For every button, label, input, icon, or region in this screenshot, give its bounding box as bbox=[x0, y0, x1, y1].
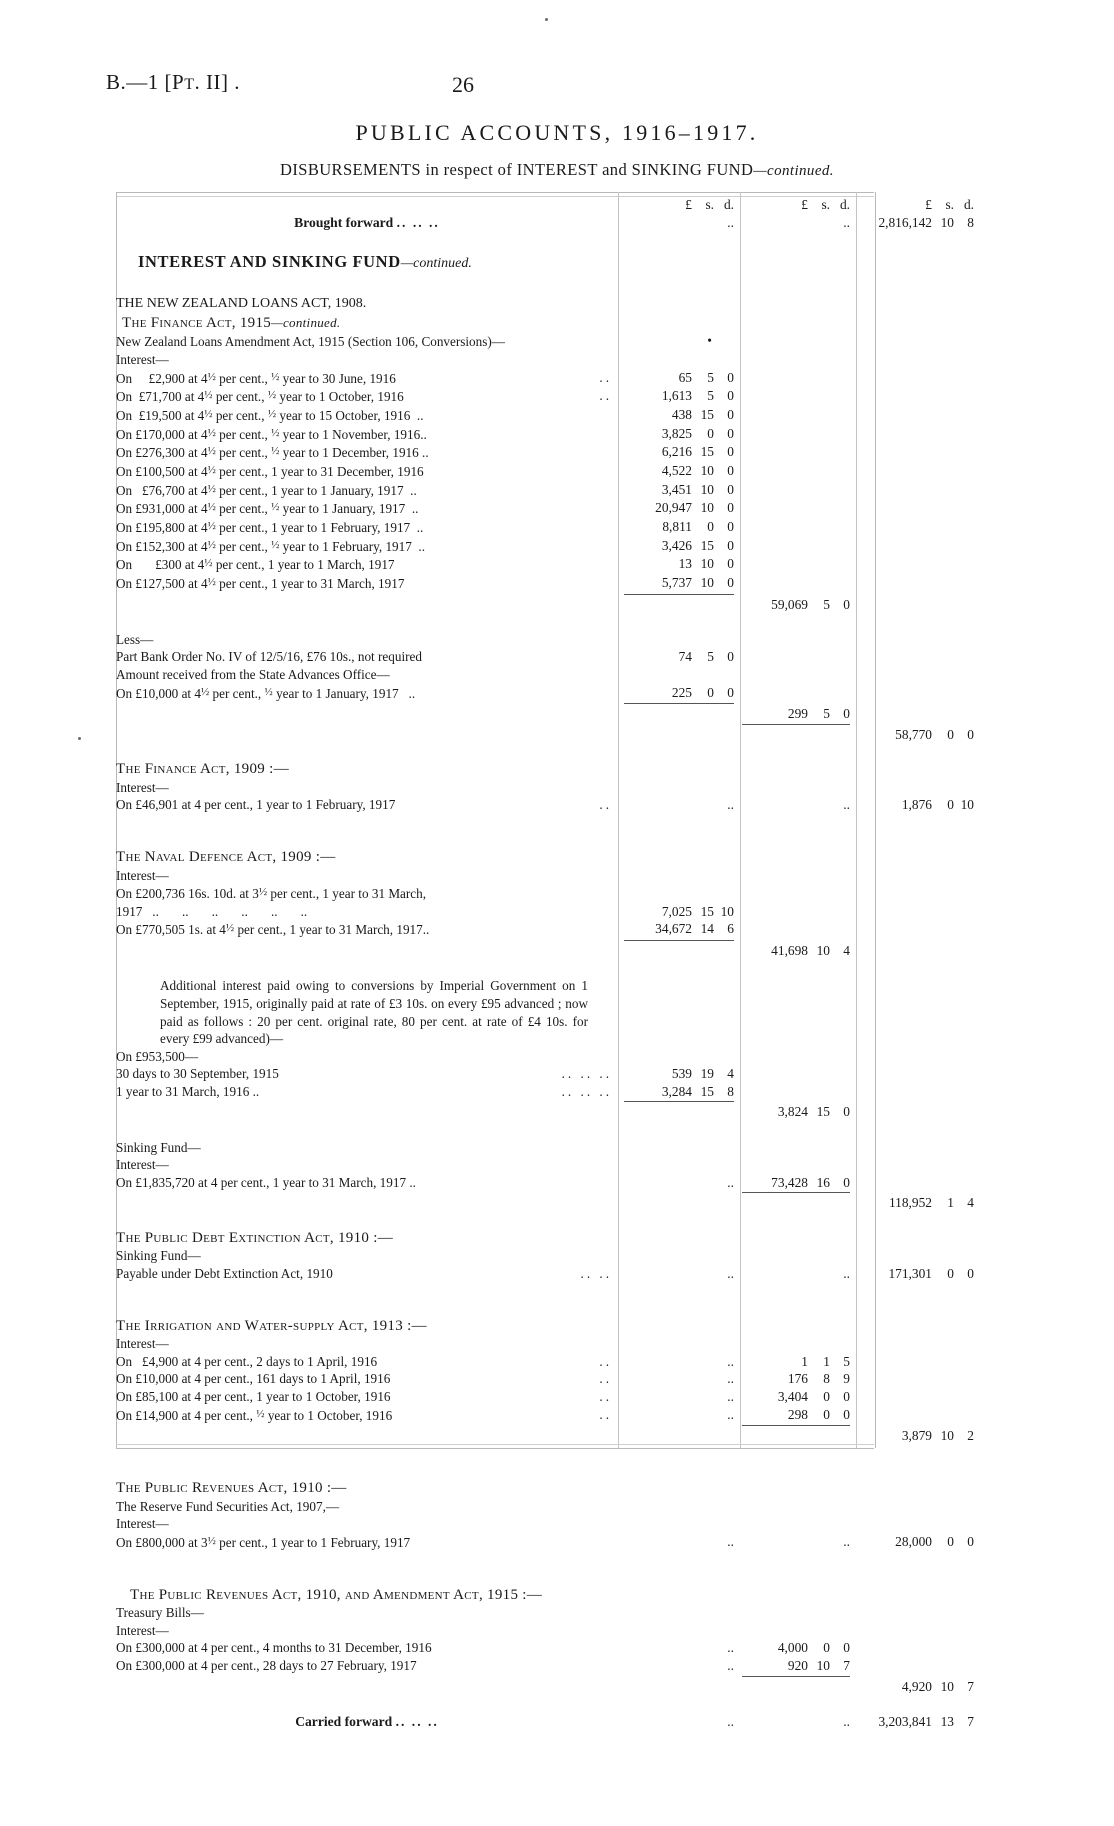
less-s: 0 bbox=[707, 684, 714, 700]
act-total-value-4 bbox=[850, 1265, 974, 1283]
act-subline-row-6 bbox=[116, 1498, 974, 1516]
sinking-s: 16 bbox=[816, 1174, 830, 1190]
item-text: 1917 .. .. .. .. .. .. bbox=[116, 903, 308, 919]
carried-forward-row bbox=[116, 1713, 974, 1731]
less-label-row bbox=[116, 631, 974, 649]
item-value-a: 3,825 0 0 bbox=[661, 425, 734, 441]
less-item-value bbox=[618, 684, 734, 703]
doc-identifier-smallcap: T bbox=[184, 76, 195, 93]
act-total-5-shillings: 10 bbox=[940, 1428, 954, 1444]
cf-pence: 7 bbox=[967, 1713, 974, 1729]
item-row bbox=[116, 537, 974, 556]
less-d: 0 bbox=[727, 649, 734, 665]
act-heading-6: The Public Revenues Act, 1910 :— bbox=[116, 1480, 347, 1497]
item-value-a: .. bbox=[727, 1658, 734, 1674]
bf-shillings: 10 bbox=[940, 214, 954, 230]
subtotal-value-1 bbox=[734, 593, 850, 614]
item-p: 920 bbox=[787, 1658, 808, 1674]
item-value-a: .. bbox=[727, 1353, 734, 1369]
carried-forward-leaders: .. .. .. bbox=[395, 1713, 439, 1729]
less-total-value bbox=[734, 702, 850, 723]
note-item-row bbox=[116, 1065, 974, 1083]
item-value-a: 7,025 15 10 bbox=[661, 903, 734, 919]
note-item-label: 30 days to 30 September, 1915 bbox=[116, 1066, 279, 1082]
less-item-value bbox=[618, 648, 734, 666]
accounts-table bbox=[116, 196, 974, 1730]
item-row bbox=[116, 574, 974, 593]
act-total-7-shillings: 10 bbox=[940, 1678, 954, 1694]
section-title-text: INTEREST AND SINKING FUND bbox=[138, 251, 401, 271]
carried-forward-value-b: .. bbox=[843, 1713, 850, 1729]
act-total-2-pounds: 1,876 bbox=[901, 797, 932, 813]
item-value-b: 1 1 5 bbox=[801, 1353, 850, 1369]
doc-identifier-text: B.—1 [P bbox=[106, 70, 185, 94]
item-text: On £800,000 at $3^{\frac{1}{2}}$ per cent., 1 year to 1 February, 1917 bbox=[116, 1534, 411, 1550]
act-heading-row-5 bbox=[116, 1318, 974, 1336]
brought-forward-value-b: .. bbox=[843, 214, 850, 230]
note-s: 15 bbox=[700, 1083, 714, 1099]
item-row bbox=[116, 1657, 974, 1675]
act-total-value-5 bbox=[850, 1424, 974, 1445]
interest-group-label-1 bbox=[116, 351, 974, 369]
doc-identifier-rest: . II] . bbox=[194, 70, 240, 94]
item-text: On £10,000 at 4 per cent., 161 days to 1 April, 1916 .. bbox=[116, 1371, 612, 1387]
item-value-b: 298 0 0 bbox=[787, 1406, 850, 1422]
act-heading-row-2 bbox=[116, 761, 974, 779]
less-item-row bbox=[116, 648, 974, 666]
section-title bbox=[116, 249, 618, 277]
item-s: 10 bbox=[816, 1658, 830, 1674]
col-head-c bbox=[850, 196, 974, 214]
act-total-6-shillings: 0 bbox=[947, 1533, 954, 1549]
act-subheading-row-1 bbox=[116, 313, 974, 333]
item-s: 0 bbox=[823, 1640, 830, 1656]
act-heading-4: The Public Debt Extinction Act, 1910 :— bbox=[116, 1229, 393, 1246]
item-value-b: 3,404 0 0 bbox=[777, 1388, 850, 1404]
carried-forward-text: Carried forward bbox=[295, 1713, 393, 1729]
carried-forward-value-c bbox=[850, 1713, 974, 1731]
act-intro-1: New Zealand Loans Amendment Act, 1915 (Section 106, Conversions)— bbox=[116, 334, 505, 350]
item-row bbox=[116, 796, 974, 814]
item-row bbox=[116, 499, 974, 518]
shillings-symbol-c: s. bbox=[945, 197, 954, 212]
sinking-d: 0 bbox=[843, 1174, 850, 1190]
pounds-symbol-b: £ bbox=[801, 197, 808, 212]
subtotal-value-3 bbox=[734, 939, 850, 960]
table-column-headers bbox=[116, 196, 974, 214]
sinking-item-value-b bbox=[734, 1174, 850, 1192]
act-total-rule-7 bbox=[734, 1675, 850, 1696]
note-sub-row bbox=[116, 1048, 974, 1066]
note-paragraph-row bbox=[116, 977, 974, 1047]
item-text: On £100,500 at $4^{\frac{1}{2}}$ per cent., 1 year to 31 December, 1916 bbox=[116, 463, 424, 479]
sinking-item-row bbox=[116, 1174, 974, 1192]
pounds-symbol-a: £ bbox=[685, 197, 692, 212]
less-label: Less— bbox=[116, 631, 154, 647]
act-total-rule-1 bbox=[734, 723, 850, 744]
note-paragraph: Additional interest paid owing to conversions by Imperial Government on 1 September, 1915, originally paid at rate of £3 10s. on every £95 advanced ; now paid as follows : 20 per cent. original rate, 80 per cent. at rate of £4 10s. for every £99 advanced)— bbox=[160, 978, 588, 1047]
act-total-rule-5 bbox=[734, 1424, 850, 1445]
less-item-row bbox=[116, 684, 974, 703]
less-item-row bbox=[116, 666, 974, 684]
brought-forward-row bbox=[116, 214, 974, 232]
item-value-a: 3,426 15 0 bbox=[661, 537, 734, 553]
act-heading-row-4 bbox=[116, 1230, 974, 1248]
item-value-a: 65 5 0 bbox=[678, 369, 734, 385]
item-row bbox=[116, 555, 974, 574]
page-number: 26 bbox=[452, 72, 474, 97]
item-p: 4,000 bbox=[777, 1640, 808, 1656]
item-text: On £200,736 16s. 10d. at $3^{\frac{1}{2}}$ per cent., 1 year to 31 March, bbox=[116, 886, 427, 902]
note-p: 3,284 bbox=[661, 1083, 692, 1099]
note-item-label: 1 year to 31 March, 1916 .. bbox=[116, 1083, 260, 1099]
note-total-rule bbox=[618, 1100, 734, 1121]
item-row bbox=[116, 920, 974, 939]
note-sub: On £953,500— bbox=[116, 1048, 199, 1064]
brought-forward-text: Brought forward bbox=[294, 214, 394, 230]
sinking-fund-label-row bbox=[116, 1139, 974, 1157]
item-value-b: 176 8 9 bbox=[787, 1371, 850, 1387]
shillings-symbol-a: s. bbox=[705, 197, 714, 212]
item-row bbox=[116, 884, 974, 903]
item-row bbox=[116, 1353, 974, 1371]
interest-label-5: Interest— bbox=[116, 1336, 169, 1352]
act-subline-7: Treasury Bills— bbox=[116, 1605, 204, 1621]
note-p: 539 bbox=[671, 1066, 692, 1082]
act-subheading-1 bbox=[116, 313, 618, 333]
brought-forward-leaders: .. .. .. bbox=[396, 214, 440, 230]
subtotal-3-shillings: 10 bbox=[816, 943, 830, 959]
less-total-pence: 0 bbox=[843, 706, 850, 722]
item-value-a: .. bbox=[727, 1406, 734, 1422]
act-total-3-pounds: 118,952 bbox=[888, 1195, 932, 1211]
col-head-a bbox=[618, 196, 734, 214]
printers-dot-top bbox=[545, 18, 548, 21]
note-total-shillings: 15 bbox=[816, 1104, 830, 1120]
act-total-6-pounds: 28,000 bbox=[895, 1533, 932, 1549]
item-label: Payable under Debt Extinction Act, 1910 bbox=[116, 1265, 333, 1281]
bf-pounds: 2,816,142 bbox=[878, 214, 932, 230]
subtotal-row-1 bbox=[116, 593, 974, 614]
item-value-a: 13 10 0 bbox=[678, 556, 734, 572]
interest-group-label-7 bbox=[116, 1622, 974, 1640]
pence-symbol-c: d. bbox=[963, 197, 974, 212]
interest-label-1: Interest— bbox=[116, 351, 169, 367]
item-text: On £76,700 at $4^{\frac{1}{2}}$ per cent., 1 year to 1 January, 1917 .. bbox=[116, 482, 417, 498]
item-text: On £46,901 at 4 per cent., 1 year to 1 February, 1917 .. bbox=[116, 797, 612, 813]
doc-identifier bbox=[106, 70, 240, 95]
interest-label-3: Interest— bbox=[116, 867, 169, 883]
brought-forward-label bbox=[116, 214, 618, 232]
cf-shillings: 13 bbox=[940, 1713, 954, 1729]
bf-pence: 8 bbox=[967, 214, 974, 230]
brought-forward-value-c bbox=[850, 214, 974, 232]
item-row bbox=[116, 518, 974, 537]
less-total-rule bbox=[618, 702, 734, 723]
note-item-text bbox=[116, 1083, 618, 1101]
less-item-text: On £10,000 at $4^{\frac{1}{2}}$ per cent., $^{\frac{1}{2}}$ year to 1 January, 1917 .. bbox=[116, 685, 416, 701]
page-subtitle-text: DISBURSEMENTS in respect of INTEREST and SINKING FUND bbox=[280, 160, 754, 179]
note-item-leaders: .. .. .. bbox=[561, 1083, 612, 1099]
act-subline-6: The Reserve Fund Securities Act, 1907,— bbox=[116, 1498, 340, 1514]
note-s: 19 bbox=[700, 1066, 714, 1082]
act-total-2-pence: 10 bbox=[960, 797, 974, 813]
subtotal-1-pence: 0 bbox=[843, 596, 850, 612]
act-total-4-pence: 0 bbox=[967, 1265, 974, 1281]
less-total-pounds: 299 bbox=[787, 706, 808, 722]
item-value-a: 5,737 10 0 bbox=[661, 574, 734, 590]
item-text: On £71,700 at $4^{\frac{1}{2}}$ per cent., $^{\frac{1}{2}}$ year to 1 October, 1916 .. bbox=[116, 388, 612, 405]
carried-forward-value-a: .. bbox=[727, 1713, 734, 1729]
item-row bbox=[116, 1370, 974, 1388]
item-value-a: 6,216 15 0 bbox=[661, 444, 734, 460]
act-total-row-7 bbox=[116, 1675, 974, 1696]
act-intro-row-1 bbox=[116, 333, 974, 351]
less-p: 225 bbox=[671, 684, 692, 700]
item-text: On £300,000 at 4 per cent., 28 days to 27 February, 1917 bbox=[116, 1658, 417, 1674]
sinking-fund-label-row-4 bbox=[116, 1247, 974, 1265]
act-heading-1: THE NEW ZEALAND LOANS ACT, 1908. bbox=[116, 296, 367, 312]
note-item-value bbox=[618, 1065, 734, 1083]
note-d: 8 bbox=[727, 1083, 734, 1099]
item-row bbox=[116, 1639, 974, 1657]
item-row bbox=[116, 1388, 974, 1406]
act-subheading-1-continued: —continued. bbox=[271, 315, 341, 331]
less-d: 0 bbox=[727, 684, 734, 700]
item-text: On £14,900 at 4 per cent., $^{\frac{1}{2}}$ year to 1 October, 1916 .. bbox=[116, 1406, 612, 1423]
item-row bbox=[116, 481, 974, 500]
item-text: On £300,000 at 4 per cent., 4 months to 31 December, 1916 bbox=[116, 1640, 432, 1656]
item-row bbox=[116, 1406, 974, 1425]
item-row bbox=[116, 387, 974, 406]
interest-group-label-2 bbox=[116, 779, 974, 797]
item-row bbox=[116, 903, 974, 921]
item-text: On £170,000 at $4^{\frac{1}{2}}$ per cent., $^{\frac{1}{2}}$ year to 1 November, 1916.. bbox=[116, 426, 427, 442]
interest-label-2: Interest— bbox=[116, 779, 169, 795]
note-item-text bbox=[116, 1065, 618, 1083]
interest-group-label-6 bbox=[116, 1515, 974, 1533]
act-heading-row-6 bbox=[116, 1480, 974, 1498]
brought-forward-value-a: .. bbox=[727, 214, 734, 230]
act-heading-3: The Naval Defence Act, 1909 :— bbox=[116, 849, 336, 866]
item-value-a: 8,811 0 0 bbox=[662, 518, 734, 534]
act-total-value-3 bbox=[850, 1191, 974, 1212]
item-text: On £152,300 at $4^{\frac{1}{2}}$ per cent., $^{\frac{1}{2}}$ year to 1 February, 1917 .. bbox=[116, 538, 426, 554]
act-total-2-shillings: 0 bbox=[947, 797, 954, 813]
carried-forward-label bbox=[116, 1713, 618, 1731]
act-total-4-pounds: 171,301 bbox=[888, 1265, 932, 1281]
item-value-a: .. bbox=[727, 797, 734, 813]
act-subline-row-7 bbox=[116, 1604, 974, 1622]
act-total-3-pence: 4 bbox=[967, 1195, 974, 1211]
less-total-row bbox=[116, 702, 974, 723]
subtotal-3-pounds: 41,698 bbox=[771, 943, 808, 959]
act-total-3-shillings: 1 bbox=[947, 1195, 954, 1211]
item-value-a: .. bbox=[727, 1533, 734, 1549]
act-total-7-pounds: 4,920 bbox=[901, 1678, 932, 1694]
less-item-text: Amount received from the State Advances Office— bbox=[116, 667, 390, 682]
act-total-5-pounds: 3,879 bbox=[901, 1428, 932, 1444]
act-heading-row-7 bbox=[116, 1587, 974, 1605]
item-text: On £770,505 1s. at $4^{\frac{1}{2}}$ per cent., 1 year to 31 March, 1917.. bbox=[116, 922, 430, 938]
act-total-4-shillings: 0 bbox=[947, 1265, 954, 1281]
act-total-5-pence: 2 bbox=[967, 1428, 974, 1444]
act-total-1-pence: 0 bbox=[967, 726, 974, 742]
act-heading-row-1 bbox=[116, 294, 974, 313]
item-row bbox=[116, 443, 974, 462]
act-total-rule-3 bbox=[734, 1191, 850, 1212]
act-heading-7: The Public Revenues Act, 1910, and Amendment Act, 1915 :— bbox=[130, 1586, 543, 1603]
item-text: On £276,300 at $4^{\frac{1}{2}}$ per cent., $^{\frac{1}{2}}$ year to 1 December, 1916 .. bbox=[116, 445, 429, 461]
less-total-shillings: 5 bbox=[823, 706, 830, 722]
item-row bbox=[116, 1265, 974, 1283]
pence-symbol-a: d. bbox=[723, 197, 734, 212]
item-value-a: 1,613 5 0 bbox=[661, 388, 734, 404]
item-value-a: .. bbox=[727, 1265, 734, 1281]
act-total-1-pounds: 58,770 bbox=[895, 726, 932, 742]
section-title-row bbox=[116, 249, 974, 277]
interest-group-label-5 bbox=[116, 1335, 974, 1353]
less-p: 74 bbox=[678, 649, 692, 665]
less-item-text: Part Bank Order No. IV of 12/5/16, £76 10s., not required bbox=[116, 649, 422, 665]
item-value-b: .. bbox=[843, 797, 850, 813]
item-text: On £2,900 at $4^{\frac{1}{2}}$ per cent., $^{\frac{1}{2}}$ year to 30 June, 1916 .. bbox=[116, 369, 612, 386]
shillings-symbol-b: s. bbox=[821, 197, 830, 212]
page-subtitle bbox=[0, 160, 1114, 180]
sinking-interest-label: Interest— bbox=[116, 1157, 169, 1173]
act-total-row-5 bbox=[116, 1424, 974, 1445]
note-item-leaders: .. .. .. bbox=[561, 1066, 612, 1082]
item-text bbox=[116, 1265, 618, 1283]
act-total-value-1 bbox=[850, 723, 974, 744]
note-total-row bbox=[116, 1100, 974, 1121]
sinking-item-value-a: .. bbox=[727, 1174, 734, 1190]
note-item-row bbox=[116, 1083, 974, 1101]
act-total-value-2 bbox=[850, 796, 974, 814]
item-row bbox=[116, 369, 974, 388]
sinking-fund-label-4: Sinking Fund— bbox=[116, 1248, 201, 1264]
act-heading-5: The Irrigation and Water-supply Act, 1913 :— bbox=[116, 1317, 427, 1334]
item-value-b: .. bbox=[843, 1265, 850, 1281]
item-text: On £300 at $4^{\frac{1}{2}}$ per cent., 1 year to 1 March, 1917 bbox=[116, 557, 395, 573]
page-subtitle-continued: —continued. bbox=[753, 163, 834, 179]
act-total-row-3 bbox=[116, 1191, 974, 1212]
item-row bbox=[116, 1533, 974, 1552]
act-total-1-shillings: 0 bbox=[947, 726, 954, 742]
pounds-symbol-c: £ bbox=[925, 197, 932, 212]
item-text: On £85,100 at 4 per cent., 1 year to 1 October, 1916 .. bbox=[116, 1388, 612, 1404]
subtotal-row-3 bbox=[116, 939, 974, 960]
act-heading-2: The Finance Act, 1909 :— bbox=[116, 761, 289, 778]
note-total-value bbox=[734, 1100, 850, 1121]
less-s: 5 bbox=[707, 649, 714, 665]
item-value-b bbox=[734, 1639, 850, 1657]
item-text: On £195,800 at $4^{\frac{1}{2}}$ per cent., 1 year to 1 February, 1917 .. bbox=[116, 519, 424, 536]
item-text: On £19,500 at $4^{\frac{1}{2}}$ per cent., $^{\frac{1}{2}}$ year to 15 October, 1916 .. bbox=[116, 407, 424, 423]
act-total-row-1 bbox=[116, 723, 974, 744]
act-total-value-6 bbox=[850, 1533, 974, 1552]
item-row bbox=[116, 425, 974, 444]
item-text: On £127,500 at $4^{\frac{1}{2}}$ per cent., 1 year to 31 March, 1917 bbox=[116, 575, 405, 592]
item-d: 7 bbox=[843, 1658, 850, 1674]
subtotal-rule-3 bbox=[618, 939, 734, 960]
item-value-a: 438 15 0 bbox=[671, 406, 734, 422]
subtotal-1-pounds: 59,069 bbox=[771, 596, 808, 612]
item-value-a: 4,522 10 0 bbox=[661, 462, 734, 478]
item-value-b: .. bbox=[843, 1533, 850, 1549]
pence-symbol-b: d. bbox=[839, 197, 850, 212]
item-text: On £931,000 at $4^{\frac{1}{2}}$ per cent., $^{\frac{1}{2}}$ year to 1 January, 1917 .. bbox=[116, 501, 419, 517]
interest-group-label-3 bbox=[116, 867, 974, 885]
col-head-b bbox=[734, 196, 850, 214]
item-text: On £4,900 at 4 per cent., 2 days to 1 April, 1916 .. bbox=[116, 1353, 612, 1369]
printers-dot-left bbox=[78, 737, 81, 740]
item-value-a: 3,451 10 0 bbox=[661, 481, 734, 497]
act-heading-row-3 bbox=[116, 849, 974, 867]
subtotal-1-shillings: 5 bbox=[823, 596, 830, 612]
act-total-7-pence: 7 bbox=[967, 1678, 974, 1694]
act-intro-dot-a: • bbox=[707, 333, 712, 349]
item-value-a: .. bbox=[727, 1640, 734, 1656]
section-title-continued: —continued. bbox=[400, 255, 472, 271]
item-row bbox=[116, 462, 974, 481]
sinking-fund-label: Sinking Fund— bbox=[116, 1139, 201, 1155]
note-item-value bbox=[618, 1083, 734, 1101]
sinking-interest-label-row bbox=[116, 1156, 974, 1174]
sinking-item-text: On £1,835,720 at 4 per cent., 1 year to 31 March, 1917 .. bbox=[116, 1174, 416, 1190]
item-d: 0 bbox=[843, 1640, 850, 1656]
item-value-a: .. bbox=[727, 1371, 734, 1387]
note-d: 4 bbox=[727, 1066, 734, 1082]
item-leaders: .. .. bbox=[580, 1265, 612, 1281]
act-total-6-pence: 0 bbox=[967, 1533, 974, 1549]
act-total-value-7 bbox=[850, 1675, 974, 1696]
item-value-a: 34,672 14 6 bbox=[655, 921, 734, 937]
sinking-p: 73,428 bbox=[771, 1174, 808, 1190]
item-value-a: .. bbox=[727, 1388, 734, 1404]
note-total-pence: 0 bbox=[843, 1104, 850, 1120]
cf-pounds: 3,203,841 bbox=[878, 1713, 932, 1729]
subtotal-rule-1 bbox=[618, 593, 734, 614]
subtotal-3-pence: 4 bbox=[843, 943, 850, 959]
item-row bbox=[116, 406, 974, 425]
interest-label-7: Interest— bbox=[116, 1622, 169, 1638]
item-value-b bbox=[734, 1657, 850, 1675]
note-total-pounds: 3,824 bbox=[777, 1104, 808, 1120]
interest-label-6: Interest— bbox=[116, 1516, 169, 1532]
page-title: PUBLIC ACCOUNTS, 1916–1917. bbox=[355, 120, 759, 145]
act-subheading-1-text: The Finance Act, 1915 bbox=[122, 315, 272, 332]
item-value-a: 20,947 10 0 bbox=[655, 500, 734, 516]
